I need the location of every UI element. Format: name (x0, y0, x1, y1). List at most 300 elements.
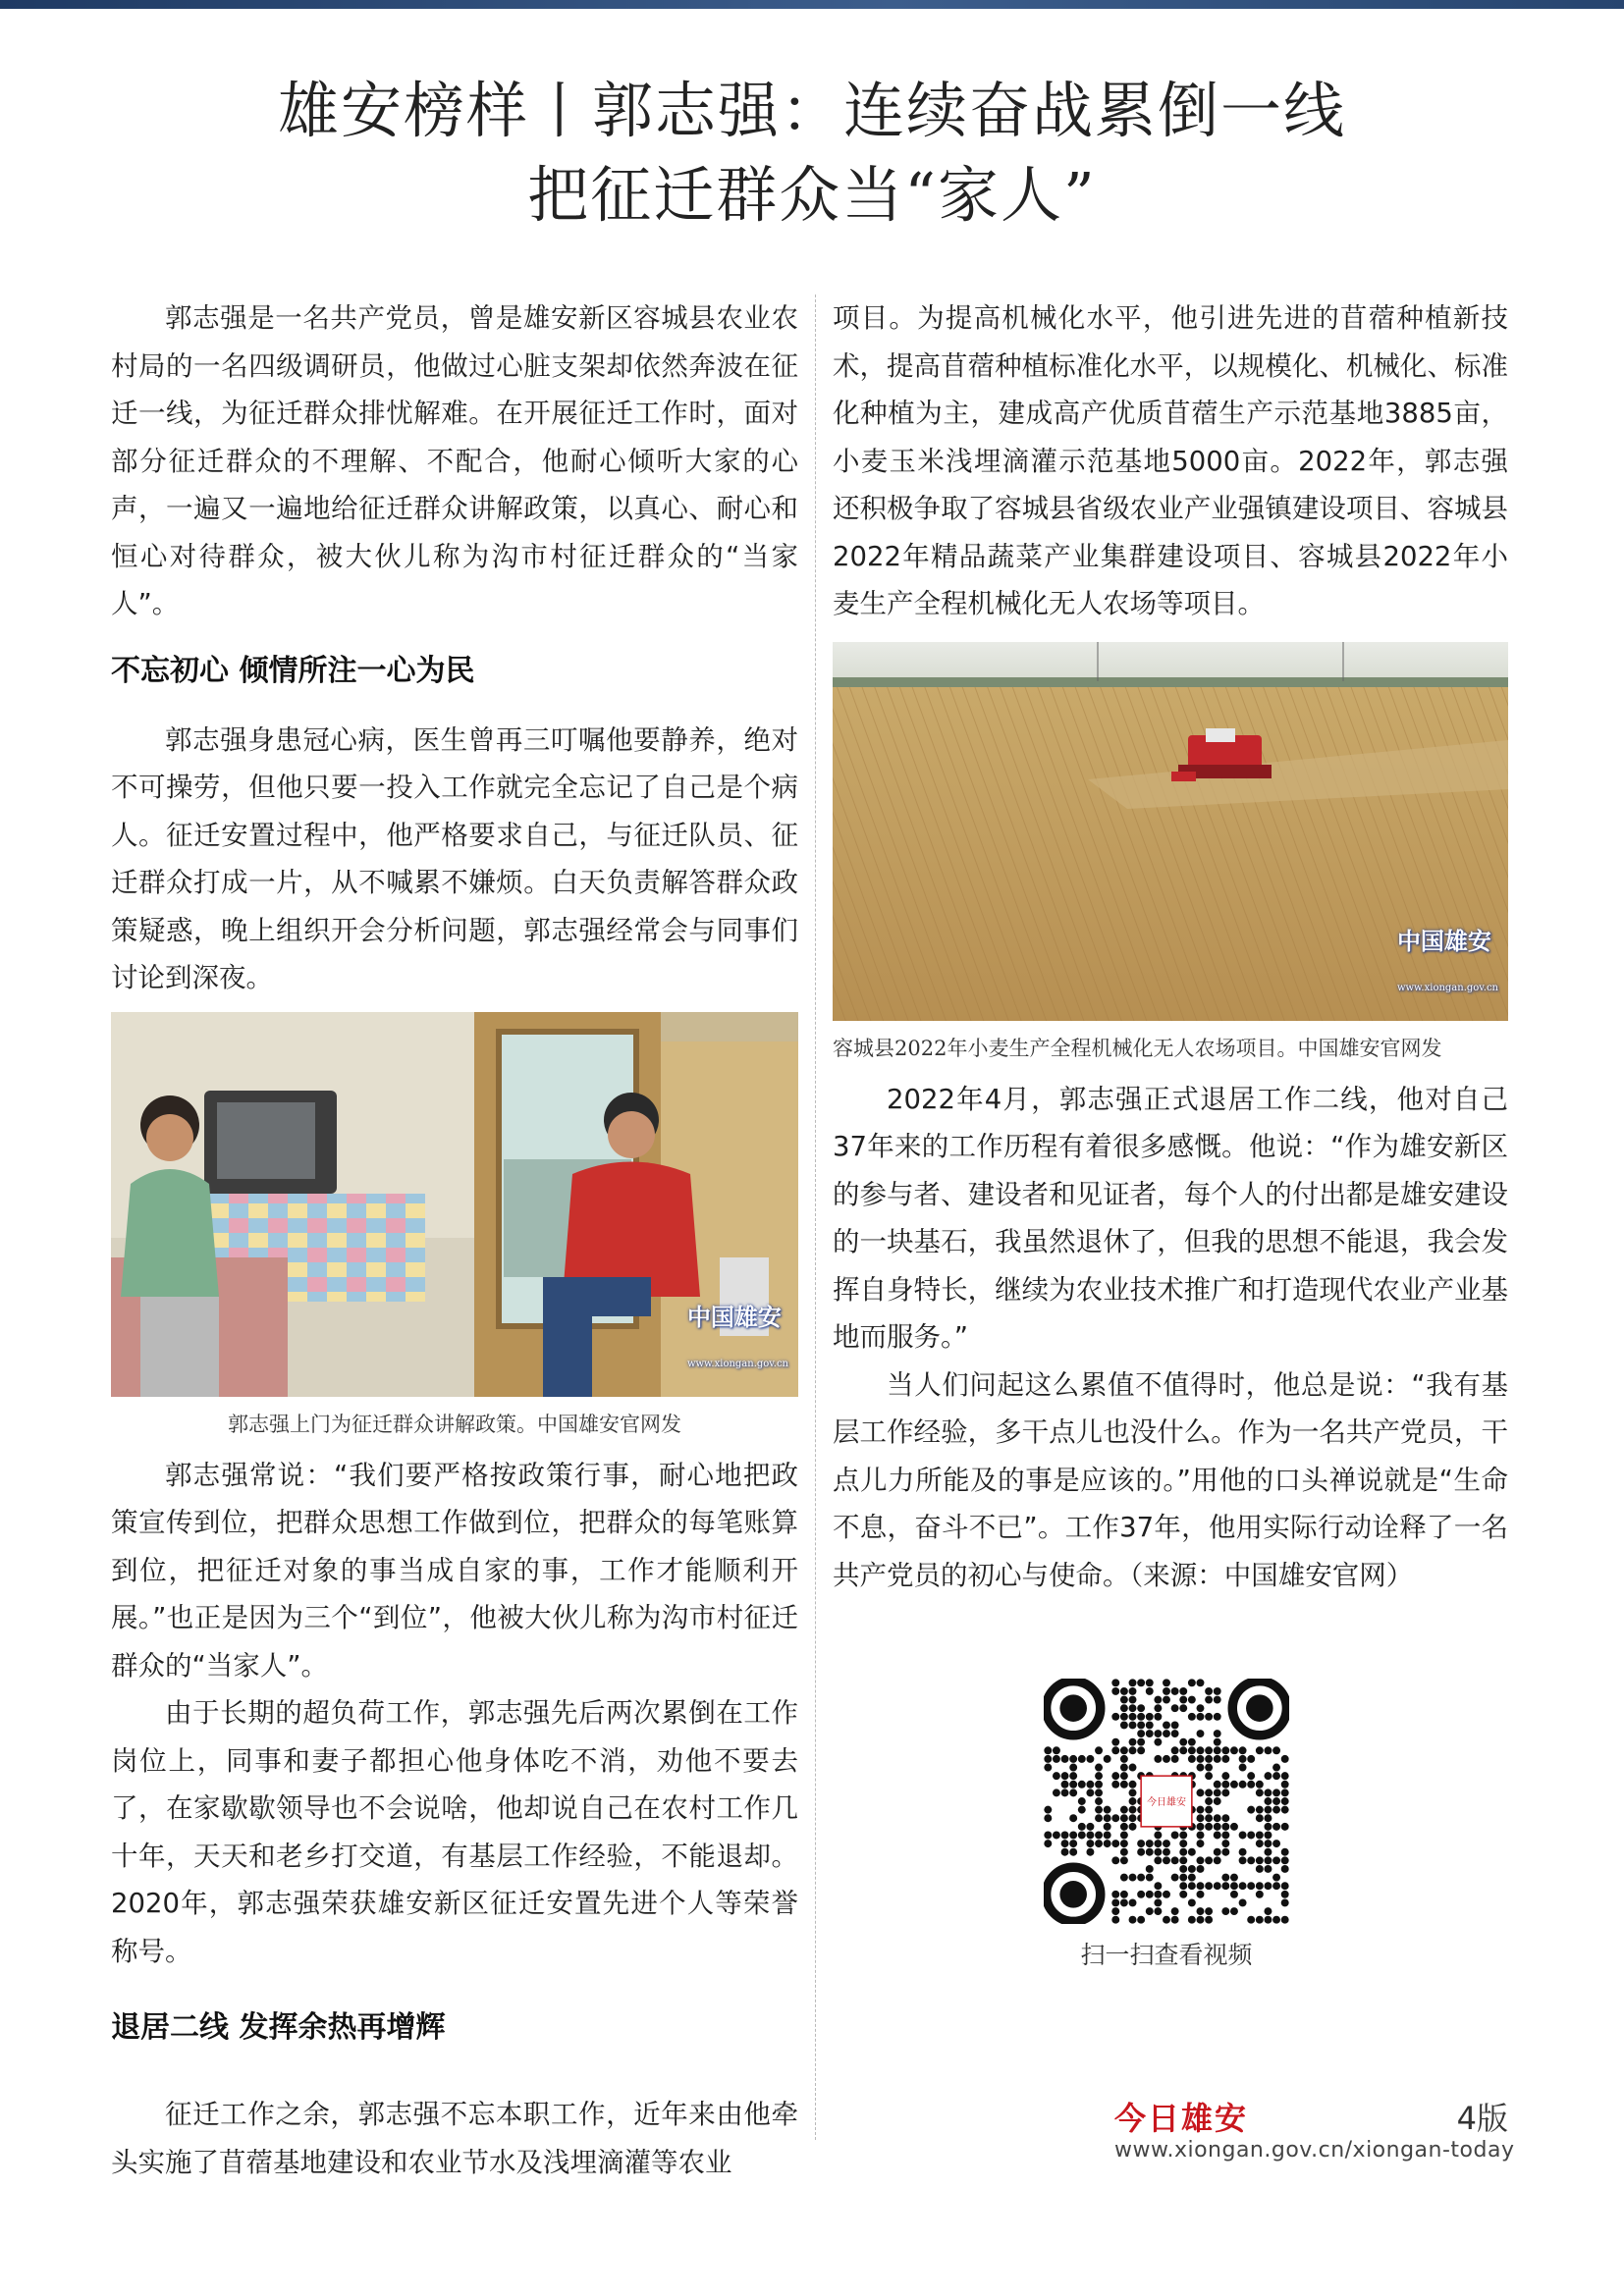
qr-module (1197, 1764, 1205, 1772)
qr-module (1061, 1848, 1069, 1856)
qr-module (1247, 1772, 1255, 1780)
qr-module (1281, 1789, 1289, 1796)
qr-module (1205, 1814, 1213, 1822)
qr-module (1272, 1882, 1280, 1890)
qr-module (1154, 1696, 1162, 1704)
qr-module (1120, 1772, 1128, 1780)
qr-finder-dot (1059, 1694, 1087, 1722)
qr-module (1120, 1823, 1128, 1831)
qr-module (1137, 1840, 1145, 1847)
qr-module (1111, 1679, 1119, 1686)
qr-module (1069, 1814, 1077, 1822)
qr-module (1197, 1882, 1205, 1890)
qr-module (1197, 1907, 1205, 1915)
qr-module (1095, 1781, 1103, 1789)
qr-module (1120, 1704, 1128, 1712)
qr-module (1239, 1856, 1247, 1864)
qr-module (1239, 1882, 1247, 1890)
qr-module (1129, 1916, 1137, 1924)
qr-module (1120, 1713, 1128, 1721)
qr-module (1129, 1713, 1137, 1721)
qr-module (1129, 1721, 1137, 1729)
qr-module (1256, 1916, 1264, 1924)
qr-module (1120, 1874, 1128, 1882)
qr-module (1171, 1721, 1179, 1729)
photo-home-visit (111, 1012, 798, 1397)
qr-module (1179, 1865, 1187, 1873)
qr-module (1120, 1848, 1128, 1856)
qr-module (1120, 1898, 1128, 1906)
qr-module (1044, 1764, 1052, 1772)
left-column (111, 294, 798, 2186)
qr-module (1256, 1781, 1264, 1789)
qr-module (1061, 1840, 1069, 1847)
qr-module (1188, 1738, 1196, 1746)
qr-module (1281, 1856, 1289, 1864)
qr-module (1179, 1882, 1187, 1890)
qr-module (1221, 1848, 1229, 1856)
qr-module (1272, 1789, 1280, 1796)
qr-module (1239, 1746, 1247, 1754)
photo-caption: 郭志强上门为征迁群众讲解政策。中国雄安官网发 (228, 1412, 681, 1436)
qr-module (1214, 1781, 1221, 1789)
qr-module (1069, 1789, 1077, 1796)
qr-center-text: 今日雄安 (1147, 1797, 1186, 1808)
qr-module (1095, 1746, 1103, 1754)
qr-module (1154, 1898, 1162, 1906)
qr-label: 扫一扫查看视频 (1080, 1941, 1253, 1969)
qr-module (1205, 1713, 1213, 1721)
qr-module (1179, 1840, 1187, 1847)
qr-module (1221, 1772, 1229, 1780)
qr-module (1129, 1814, 1137, 1822)
qr-module (1086, 1823, 1094, 1831)
paragraph: 郭志强身患冠心病，医生曾再三叮嘱他要静养，绝对不可操劳，但他只要一投入工作就完全忘记了自己是个病人。征迁安置过程中，他严格要求自己，与征迁队员、征迁群众打成一片，从不喊累不嫌烦。白天负责解答群众政策疑惑，晚上组织开会分析问题，郭志强经常会与同事们讨论到深夜。 (111, 723, 798, 993)
qr-module (1120, 1832, 1128, 1840)
qr-module (1205, 1772, 1213, 1780)
qr-module (1281, 1823, 1289, 1831)
qr-module (1163, 1856, 1170, 1864)
qr-module (1247, 1832, 1255, 1840)
qr-module (1129, 1687, 1137, 1695)
qr-module (1154, 1755, 1162, 1763)
qr-module (1205, 1764, 1213, 1772)
qr-module (1205, 1755, 1213, 1763)
qr-module (1146, 1874, 1154, 1882)
qr-module (1095, 1814, 1103, 1822)
qr-module (1163, 1679, 1170, 1686)
qr-module (1154, 1730, 1162, 1737)
qr-module (1154, 1738, 1162, 1746)
qr-module (1179, 1848, 1187, 1856)
qr-module (1171, 1832, 1179, 1840)
qr-module (1197, 1823, 1205, 1831)
qr-module (1044, 1840, 1052, 1847)
qr-module (1205, 1797, 1213, 1805)
qr-module (1120, 1840, 1128, 1847)
photo-caption: 容城县2022年小麦生产全程机械化无人农场项目。中国雄安官网发 (833, 1036, 1442, 1060)
qr-module (1137, 1848, 1145, 1856)
qr-module (1179, 1687, 1187, 1695)
column-divider (815, 294, 816, 2140)
qr-module (1247, 1916, 1255, 1924)
qr-module (1281, 1755, 1289, 1763)
qr-module (1095, 1832, 1103, 1840)
qr-module (1069, 1781, 1077, 1789)
qr-module (1188, 1755, 1196, 1763)
qr-module (1247, 1806, 1255, 1814)
qr-module (1188, 1746, 1196, 1754)
qr-module (1230, 1746, 1238, 1754)
qr-code-block[interactable] (1044, 1679, 1289, 1971)
qr-module (1171, 1907, 1179, 1915)
footer-logo: 今日雄安 (1114, 2100, 1249, 2137)
qr-module (1214, 1789, 1221, 1796)
qr-module (1256, 1856, 1264, 1864)
qr-module (1111, 1781, 1119, 1789)
qr-module (1044, 1806, 1052, 1814)
qr-module (1281, 1797, 1289, 1805)
qr-module (1171, 1916, 1179, 1924)
title-line-1: 雄安榜样丨郭志强：连续奋战累倒一线 (277, 75, 1346, 146)
qr-module (1095, 1789, 1103, 1796)
qr-module (1111, 1840, 1119, 1847)
qr-module (1104, 1755, 1111, 1763)
qr-module (1205, 1806, 1213, 1814)
qr-module (1146, 1848, 1154, 1856)
qr-module (1214, 1856, 1221, 1864)
qr-module (1197, 1713, 1205, 1721)
qr-module (1239, 1764, 1247, 1772)
qr-module (1197, 1840, 1205, 1847)
qr-module (1044, 1832, 1052, 1840)
qr-module (1179, 1704, 1187, 1712)
qr-module (1188, 1696, 1196, 1704)
qr-module (1111, 1916, 1119, 1924)
qr-module (1137, 1916, 1145, 1924)
qr-module (1111, 1907, 1119, 1915)
watermark: 中国雄安 www.xiongan.gov.cn (1396, 926, 1498, 993)
qr-module (1281, 1781, 1289, 1789)
qr-module (1272, 1856, 1280, 1864)
qr-module (1230, 1891, 1238, 1898)
qr-module (1095, 1797, 1103, 1805)
qr-module (1256, 1789, 1264, 1796)
qr-module (1061, 1781, 1069, 1789)
qr-module (1221, 1746, 1229, 1754)
qr-module (1179, 1746, 1187, 1754)
qr-module (1264, 1916, 1272, 1924)
qr-module (1205, 1687, 1213, 1695)
qr-module (1205, 1746, 1213, 1754)
qr-module (1264, 1797, 1272, 1805)
qr-module (1053, 1789, 1060, 1796)
qr-module (1129, 1806, 1137, 1814)
qr-module (1086, 1755, 1094, 1763)
qr-module (1188, 1898, 1196, 1906)
qr-module (1214, 1797, 1221, 1805)
qr-module (1281, 1916, 1289, 1924)
qr-module (1154, 1832, 1162, 1840)
qr-module (1264, 1823, 1272, 1831)
qr-module (1171, 1687, 1179, 1695)
qr-module (1197, 1730, 1205, 1737)
qr-module (1239, 1832, 1247, 1840)
qr-module (1188, 1848, 1196, 1856)
qr-module (1197, 1814, 1205, 1822)
qr-module (1111, 1772, 1119, 1780)
qr-module (1095, 1764, 1103, 1772)
qr-module (1264, 1856, 1272, 1864)
qr-module (1221, 1874, 1229, 1882)
qr-module (1247, 1856, 1255, 1864)
qr-module (1061, 1832, 1069, 1840)
qr-module (1104, 1814, 1111, 1822)
qr-module (1137, 1891, 1145, 1898)
qr-module (1205, 1916, 1213, 1924)
qr-module (1221, 1755, 1229, 1763)
paragraph: 郭志强是一名共产党员，曾是雄安新区容城县农业农村局的一名四级调研员，他做过心脏支架却依然奔波在征迁一线，为征迁群众排忧解难。在开展征迁工作时，面对部分征迁群众的不理解、不配合，他耐心倾听大家的心声，一遍又一遍地给征迁群众讲解政策，以真心、耐心和恒心对待群众，被大伙儿称为沟市村征迁群众的“当家人”。 (111, 302, 798, 619)
qr-module (1053, 1755, 1060, 1763)
qr-module (1171, 1704, 1179, 1712)
qr-module (1256, 1814, 1264, 1822)
qr-finder-dot (1059, 1881, 1087, 1908)
watermark: 中国雄安 www.xiongan.gov.cn (686, 1302, 788, 1369)
qr-module (1272, 1797, 1280, 1805)
qr-module (1163, 1730, 1170, 1737)
qr-module (1154, 1856, 1162, 1864)
qr-module (1154, 1882, 1162, 1890)
qr-module (1247, 1755, 1255, 1763)
qr-module (1053, 1832, 1060, 1840)
qr-module (1146, 1840, 1154, 1847)
qr-module (1129, 1797, 1137, 1805)
qr-module (1205, 1789, 1213, 1796)
qr-module (1197, 1789, 1205, 1796)
title-line-2: 把征迁群众当“家人” (527, 159, 1097, 231)
qr-module (1221, 1907, 1229, 1915)
qr-module (1214, 1746, 1221, 1754)
qr-module (1137, 1746, 1145, 1754)
qr-module (1163, 1687, 1170, 1695)
qr-module (1095, 1840, 1103, 1847)
qr-module (1239, 1781, 1247, 1789)
qr-module (1214, 1696, 1221, 1704)
qr-module (1111, 1746, 1119, 1754)
qr-module (1078, 1797, 1086, 1805)
qr-module (1197, 1832, 1205, 1840)
article-title (0, 69, 1624, 238)
qr-module (1129, 1874, 1137, 1882)
qr-module (1137, 1874, 1145, 1882)
qr-module (1120, 1806, 1128, 1814)
qr-module (1137, 1679, 1145, 1686)
qr-code[interactable] (1044, 1679, 1289, 1924)
qr-module (1214, 1848, 1221, 1856)
qr-module (1163, 1891, 1170, 1898)
qr-module (1197, 1865, 1205, 1873)
qr-module (1163, 1721, 1170, 1729)
qr-module (1188, 1713, 1196, 1721)
qr-module (1264, 1814, 1272, 1822)
qr-module (1205, 1823, 1213, 1831)
qr-module (1146, 1713, 1154, 1721)
qr-module (1171, 1730, 1179, 1737)
qr-module (1120, 1764, 1128, 1772)
qr-module (1214, 1713, 1221, 1721)
qr-module (1281, 1772, 1289, 1780)
section-heading: 不忘初心 倾情所注一心为民 (111, 653, 475, 688)
qr-module (1256, 1832, 1264, 1840)
qr-module (1264, 1865, 1272, 1873)
top-bar (0, 0, 1624, 9)
qr-module (1061, 1789, 1069, 1796)
qr-module (1256, 1746, 1264, 1754)
qr-module (1171, 1874, 1179, 1882)
right-column (833, 294, 1508, 1599)
qr-module (1111, 1687, 1119, 1695)
qr-module (1146, 1730, 1154, 1737)
qr-module (1264, 1772, 1272, 1780)
qr-module (1179, 1696, 1187, 1704)
qr-module (1214, 1738, 1221, 1746)
qr-module (1179, 1832, 1187, 1840)
qr-module (1197, 1679, 1205, 1686)
qr-module (1154, 1840, 1162, 1847)
qr-module (1197, 1746, 1205, 1754)
qr-module (1120, 1696, 1128, 1704)
qr-module (1146, 1907, 1154, 1915)
qr-module (1179, 1874, 1187, 1882)
qr-module (1205, 1696, 1213, 1704)
qr-module (1044, 1755, 1052, 1763)
qr-module (1197, 1856, 1205, 1864)
qr-module (1247, 1882, 1255, 1890)
qr-module (1230, 1882, 1238, 1890)
qr-module (1129, 1789, 1137, 1796)
qr-module (1256, 1865, 1264, 1873)
qr-module (1221, 1814, 1229, 1822)
qr-module (1069, 1772, 1077, 1780)
qr-module (1256, 1806, 1264, 1814)
qr-module (1281, 1806, 1289, 1814)
footer-url[interactable]: www.xiongan.gov.cn/xiongan-today (1114, 2138, 1515, 2163)
paragraph: 项目。为提高机械化水平，他引进先进的苜蓿种植新技术，提高苜蓿种植标准化水平，以规模化、机械化、标准化种植为主，建成高产优质苜蓿生产示范基地3885亩，小麦玉米浅埋滴灌示范基地5000亩。2022年，郭志强还积极争取了容城县省级农业产业强镇建设项目、容城县2022年精品蔬菜产业集群建设项目、容城县2022年小麦生产全程机械化无人农场等项目。 (833, 302, 1508, 619)
qr-module (1264, 1882, 1272, 1890)
qr-module (1163, 1696, 1170, 1704)
paragraph: 由于长期的超负荷工作，郭志强先后两次累倒在工作岗位上，同事和妻子都担心他身体吃不消，劝他不要去了，在家歇歇领导也不会说啥，他却说自己在农村工作几十年，天天和老乡打交道，有基层工作经验，不能退却。2020年，郭志强荣获雄安新区征迁安置先进个人等荣誉称号。 (111, 1697, 798, 1967)
qr-module (1264, 1848, 1272, 1856)
qr-module (1256, 1840, 1264, 1847)
qr-module (1069, 1764, 1077, 1772)
qr-module (1221, 1781, 1229, 1789)
qr-module (1137, 1730, 1145, 1737)
qr-module (1129, 1764, 1137, 1772)
qr-module (1146, 1687, 1154, 1695)
qr-module (1205, 1856, 1213, 1864)
qr-module (1171, 1746, 1179, 1754)
qr-module (1230, 1907, 1238, 1915)
qr-module (1163, 1755, 1170, 1763)
qr-module (1086, 1840, 1094, 1847)
qr-module (1044, 1746, 1052, 1754)
qr-module (1120, 1891, 1128, 1898)
qr-module (1061, 1772, 1069, 1780)
page-number: 4版 (1456, 2100, 1508, 2137)
qr-module (1214, 1687, 1221, 1695)
qr-module (1146, 1721, 1154, 1729)
qr-module (1272, 1746, 1280, 1754)
qr-module (1221, 1840, 1229, 1847)
qr-module (1146, 1865, 1154, 1873)
qr-module (1104, 1832, 1111, 1840)
qr-module (1272, 1916, 1280, 1924)
qr-module (1086, 1848, 1094, 1856)
qr-module (1239, 1848, 1247, 1856)
qr-module (1137, 1738, 1145, 1746)
qr-module (1053, 1746, 1060, 1754)
qr-module (1214, 1823, 1221, 1831)
qr-module (1188, 1679, 1196, 1686)
qr-module (1197, 1891, 1205, 1898)
qr-module (1264, 1789, 1272, 1796)
qr-module (1197, 1755, 1205, 1763)
qr-finder-dot (1246, 1694, 1273, 1722)
qr-module (1120, 1814, 1128, 1822)
qr-module (1197, 1704, 1205, 1712)
qr-module (1281, 1865, 1289, 1873)
qr-module (1078, 1781, 1086, 1789)
qr-module (1111, 1713, 1119, 1721)
qr-module (1179, 1738, 1187, 1746)
qr-module (1120, 1746, 1128, 1754)
qr-module (1221, 1789, 1229, 1796)
paragraph: 2022年4月，郭志强正式退居工作二线，他对自己37年来的工作历程有着很多感慨。他说：“作为雄安新区的参与者、建设者和见证者，每个人的付出都是雄安建设的一块基石，我虽然退休了，但我的思想不能退，我会发挥自身特长，继续为农业技术推广和打造现代农业产业基地而服务。” (833, 1083, 1508, 1353)
qr-module (1205, 1882, 1213, 1890)
qr-module (1086, 1789, 1094, 1796)
paragraph: 郭志强常说：“我们要严格按政策行事，耐心地把政策宣传到位，把群众思想工作做到位，把群众的每笔账算到位，把征迁对象的事当成自家的事，工作才能顺利开展。”也正是因为三个“到位”，他被大伙儿称为沟市村征迁群众的“当家人”。 (111, 1459, 798, 1682)
qr-module (1188, 1874, 1196, 1882)
qr-module (1078, 1823, 1086, 1831)
qr-module (1256, 1882, 1264, 1890)
qr-module (1104, 1823, 1111, 1831)
paragraph: 征迁工作之余，郭志强不忘本职工作，近年来由他牵头实施了苜蓿基地建设和农业节水及浅埋滴灌等农业 (111, 2099, 798, 2178)
qr-module (1111, 1891, 1119, 1898)
qr-module (1264, 1746, 1272, 1754)
qr-module (1129, 1823, 1137, 1831)
qr-module (1221, 1832, 1229, 1840)
qr-module (1188, 1865, 1196, 1873)
qr-module (1214, 1882, 1221, 1890)
qr-module (1078, 1806, 1086, 1814)
qr-module (1163, 1916, 1170, 1924)
qr-module (1188, 1916, 1196, 1924)
qr-module (1137, 1721, 1145, 1729)
qr-module (1120, 1721, 1128, 1729)
qr-module (1171, 1856, 1179, 1864)
qr-module (1197, 1806, 1205, 1814)
qr-module (1129, 1679, 1137, 1686)
qr-module (1281, 1882, 1289, 1890)
qr-module (1197, 1916, 1205, 1924)
qr-module (1154, 1848, 1162, 1856)
photo-wheat-harvest (833, 642, 1508, 1021)
qr-module (1239, 1898, 1247, 1906)
qr-module (1129, 1781, 1137, 1789)
qr-module (1053, 1772, 1060, 1780)
qr-module (1129, 1898, 1137, 1906)
qr-module (1264, 1832, 1272, 1840)
